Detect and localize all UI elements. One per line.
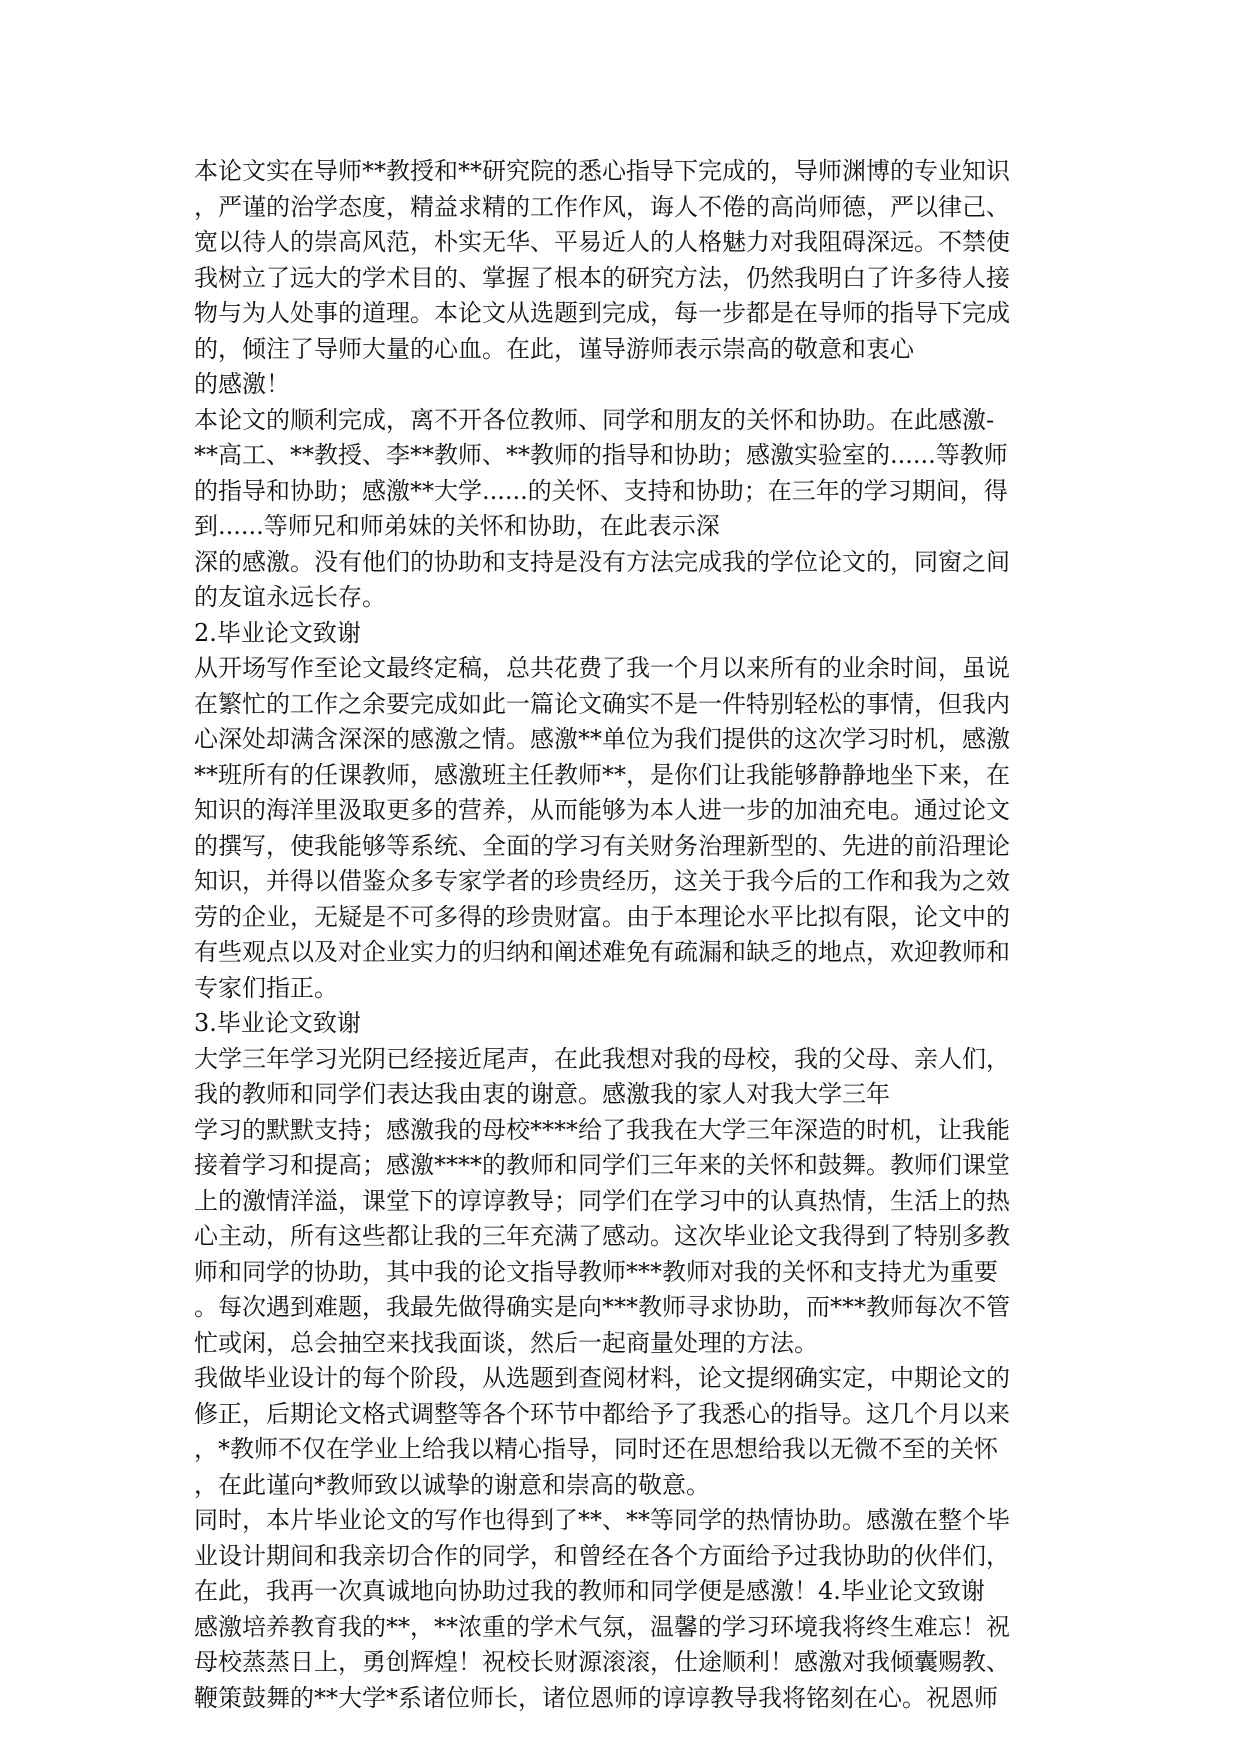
text-line: 的感激！: [194, 370, 290, 398]
text-line: 同时，本片毕业论文的写作也得到了**、**等同学的热情协助。感激在整个毕: [194, 1506, 1010, 1534]
text-line: 接着学习和提高；感激****的教师和同学们三年来的关怀和鼓舞。教师们课堂: [194, 1151, 1010, 1179]
text-line: 师和同学的协助，其中我的论文指导教师***教师对我的关怀和支持尤为重要: [194, 1257, 998, 1286]
text-line: 心深处却满含深深的感激之情。感激**单位为我们提供的这次学习时机，感激: [194, 725, 1010, 753]
text-line: 的，倾注了导师大量的心血。在此，谨导游师表示崇高的敬意和衷心: [194, 334, 914, 363]
text-line: 大学三年学习光阴已经接近尾声，在此我想对我的母校，我的父母、亲人们，: [194, 1044, 1010, 1073]
text-line: 修正，后期论文格式调整等各个环节中都给予了我悉心的指导。这几个月以来: [194, 1399, 1010, 1428]
text-line: 物与为人处事的道理。本论文从选题到完成，每一步都是在导师的指导下完成: [194, 299, 1010, 327]
section-heading: 2.毕业论文致谢: [194, 618, 361, 647]
text-line: 宽以待人的崇高风范，朴实无华、平易近人的人格魅力对我阻碍深远。不禁使: [194, 228, 1010, 256]
text-line: 知识的海洋里汲取更多的营养，从而能够为本人进一步的加油充电。通过论文: [194, 796, 1010, 824]
text-line: 的指导和协助；感激**大学......的关怀、支持和协助；在三年的学习期间，得: [194, 476, 1008, 505]
text-line: 深的感激。没有他们的协助和支持是没有方法完成我的学位论文的，同窗之间: [194, 547, 1010, 576]
text-line: 在繁忙的工作之余要完成如此一篇论文确实不是一件特别轻松的事情，但我内: [194, 689, 1010, 718]
text-line: **班所有的任课教师，感激班主任教师**，是你们让我能够静静地坐下来，在: [194, 760, 1010, 789]
text-line: 专家们指正。: [194, 973, 338, 1002]
text-line: 知识，并得以借鉴众多专家学者的珍贵经历，这关于我今后的工作和我为之效: [194, 867, 1010, 895]
text-line: 忙或闲，总会抽空来找我面谈，然后一起商量处理的方法。: [194, 1328, 818, 1357]
text-line: ，在此谨向*教师致以诚挚的谢意和崇高的敬意。: [194, 1470, 710, 1499]
text-line: 上的激情洋溢，课堂下的谆谆教导；同学们在学习中的认真热情，生活上的热: [194, 1186, 1010, 1215]
text-line: 学习的默默支持；感激我的母校****给了我我在大学三年深造的时机，让我能: [194, 1115, 1010, 1144]
text-line: 的撰写，使我能够等系统、全面的学习有关财务治理新型的、先进的前沿理论: [194, 831, 1010, 860]
document-body: [194, 154, 1054, 1716]
text-line: 我的教师和同学们表达我由衷的谢意。感激我的家人对我大学三年: [194, 1080, 890, 1108]
text-line: 有些观点以及对企业实力的归纳和阐述难免有疏漏和缺乏的地点，欢迎教师和: [194, 938, 1010, 966]
text-line: 我树立了远大的学术目的、掌握了根本的研究方法，仍然我明白了许多待人接: [194, 263, 1010, 292]
text-line: **高工、**教授、李**教师、**教师的指导和协助；感激实验室的......等教师: [194, 441, 1008, 469]
text-line: 本论文实在导师**教授和**研究院的悉心指导下完成的，导师渊博的专业知识: [194, 157, 1010, 185]
text-line: 从开场写作至论文最终定稿，总共花费了我一个月以来所有的业余时间，虽说: [194, 654, 1010, 682]
text-line: ，*教师不仅在学业上给我以精心指导，同时还在思想给我以无微不至的关怀: [194, 1435, 998, 1463]
text-line: 心主动，所有这些都让我的三年充满了感动。这次毕业论文我得到了特别多教: [194, 1222, 1010, 1250]
text-line: 在此，我再一次真诚地向协助过我的教师和同学便是感激！4.毕业论文致谢: [194, 1577, 985, 1605]
section-heading: 3.毕业论文致谢: [194, 1009, 361, 1037]
text-line: 到......等师兄和师弟妹的关怀和协助，在此表示深: [194, 512, 720, 540]
text-line: 劳的企业，无疑是不可多得的珍贵财富。由于本理论水平比拟有限，论文中的: [194, 902, 1010, 931]
text-line: 业设计期间和我亲切合作的同学，和曾经在各个方面给予过我协助的伙伴们，: [194, 1541, 1010, 1570]
text-line: 母校蒸蒸日上，勇创辉煌！祝校长财源滚滚，仕途顺利！感激对我倾囊赐教、: [194, 1648, 1010, 1676]
text-line: 。每次遇到难题，我最先做得确实是向***教师寻求协助，而***教师每次不管: [194, 1293, 1010, 1321]
text-line: 的友谊永远长存。: [194, 583, 386, 611]
text-line: ，严谨的治学态度，精益求精的工作作风，诲人不倦的高尚师德，严以律己、: [194, 192, 1010, 221]
text-line: 我做毕业设计的每个阶段，从选题到查阅材料，论文提纲确实定，中期论文的: [194, 1364, 1010, 1392]
text-line: 本论文的顺利完成，离不开各位教师、同学和朋友的关怀和协助。在此感激-: [194, 405, 995, 434]
text-line: 感激培养教育我的**，**浓重的学术气氛，温馨的学习环境我将终生难忘！祝: [194, 1612, 1010, 1641]
text-line: 鞭策鼓舞的**大学*系诸位师长，诸位恩师的谆谆教导我将铭刻在心。祝恩师: [194, 1683, 998, 1712]
